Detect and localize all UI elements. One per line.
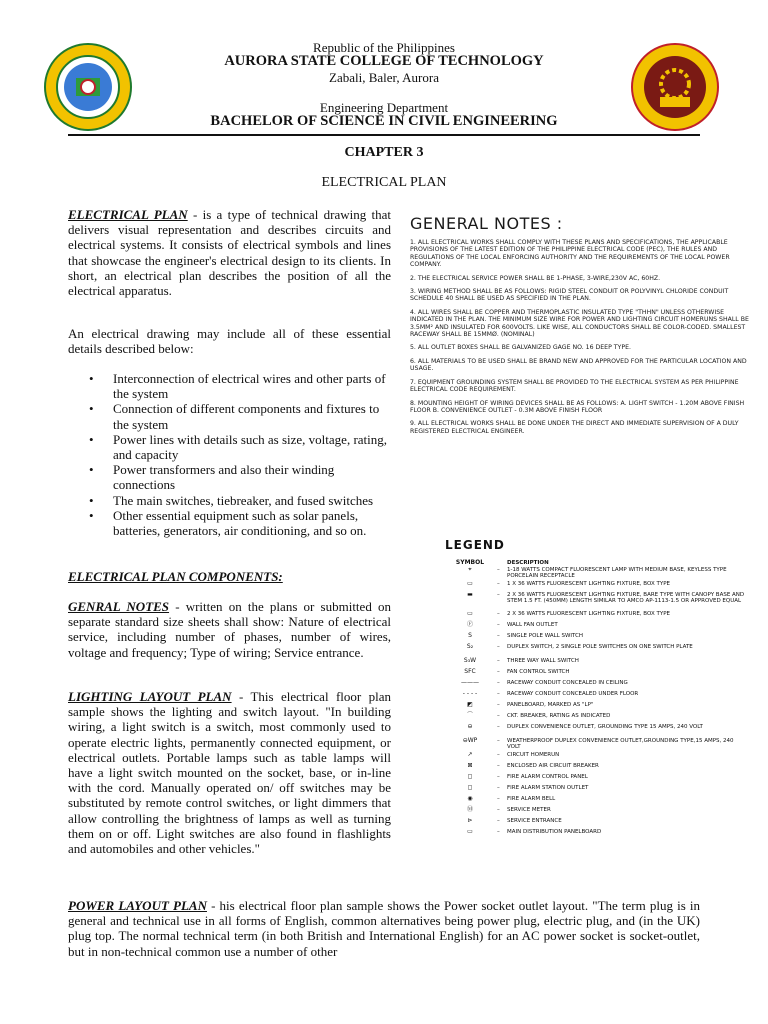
legend-dash: –	[497, 592, 500, 598]
legend-row	[445, 680, 745, 691]
legend-dash: –	[497, 680, 500, 686]
header-rule	[68, 134, 700, 136]
header-address: Zabali, Baler, Aurora	[329, 70, 439, 85]
legend-description: MAIN DISTRIBUTION PANELBOARD	[507, 829, 602, 835]
legend-description: SERVICE METER	[507, 807, 551, 813]
legend-row	[445, 807, 745, 818]
legend-row	[445, 622, 745, 633]
legend-dash: –	[497, 774, 500, 780]
legend-dash: –	[497, 567, 500, 573]
legend-row	[445, 713, 745, 724]
header-program: BACHELOR OF SCIENCE IN CIVIL ENGINEERING	[210, 113, 558, 129]
legend-row	[445, 829, 745, 840]
legend-dash: –	[497, 818, 500, 824]
legend-dash: –	[497, 644, 500, 650]
legend-symbol-icon: ⌒	[466, 712, 473, 719]
legend-dash: –	[497, 691, 500, 697]
legend-description: CIRCUIT HOMERUN	[507, 752, 560, 758]
components-heading: ELECTRICAL PLAN COMPONENTS:	[68, 569, 283, 584]
bullet-item: • Power lines with details such as size, voltage, rating, and capacity	[113, 432, 391, 462]
details-intro: An electrical drawing may include all of these essential details described below:	[68, 326, 391, 357]
legend-row	[445, 763, 745, 774]
bullet-list-container	[68, 371, 391, 538]
legend-dash: –	[497, 829, 500, 835]
legend-panel	[445, 538, 745, 840]
intro-text: - is a type of technical drawing that delivers visual representation and describes circuits and electrical systems. It consists of electrical symbols and lines that showcase the engineer's electrical design to its clients. In short, an electrical plan describes the position of all the electrical apparatus.	[68, 207, 391, 299]
legend-row	[445, 774, 745, 785]
legend-row	[445, 611, 745, 622]
legend-header	[445, 560, 745, 567]
bullet-item: • Other essential equipment such as solar panels, batteries, generators, air conditioning, and so on.	[113, 508, 391, 538]
note-item: 2. THE ELECTRICAL SERVICE POWER SHALL BE 1-PHASE, 3-WIRE,230V AC, 60HZ.	[410, 274, 661, 282]
legend-symbol-icon: Ⓜ	[466, 806, 473, 813]
chapter-heading: CHAPTER 3	[344, 145, 424, 160]
legend-description: 1-18 WATTS COMPACT FLUORESCENT LAMP WITH MEDIUM BASE, KEYLESS TYPE PORCELAIN RECEPTACLE	[507, 567, 727, 580]
general-notes-text: - written on the plans or submitted on separate standard size sheets shall show: Nature of electrical service, including number of phases, number of wires, voltage and frequency; Type of wiring; Service entrance.	[68, 599, 391, 660]
legend-symbol-icon: S₂	[466, 643, 474, 650]
legend-row	[445, 658, 745, 669]
legend-symbol-icon: ▭	[467, 580, 473, 587]
legend-row	[445, 702, 745, 713]
legend-description: SINGLE POLE WALL SWITCH	[507, 633, 584, 639]
legend-description: FIRE ALARM BELL	[507, 796, 556, 802]
bullet-list	[68, 371, 391, 538]
legend-row	[445, 724, 745, 738]
legend-symbol-icon: ◉	[467, 795, 473, 802]
legend-description: DUPLEX SWITCH, 2 SINGLE POLE SWITCHES ON ONE SWITCH PLATE	[507, 644, 693, 650]
legend-dash: –	[497, 807, 500, 813]
legend-row	[445, 691, 745, 702]
header-department: Engineering Department	[319, 100, 449, 115]
lighting-paragraph	[68, 689, 391, 856]
bullet-item: • Power transformers and also their winding connections	[113, 462, 391, 492]
chapter-title: ELECTRICAL PLAN	[321, 175, 447, 190]
header-republic: Republic of the Philippines	[313, 40, 455, 55]
header-college: AURORA STATE COLLEGE OF TECHNOLOGY	[224, 53, 544, 69]
intro-paragraph	[68, 207, 391, 298]
legend-description: 1 X 36 WATTS FLUORESCENT LIGHTING FIXTURE, BOX TYPE	[507, 581, 670, 587]
legend-description: RACEWAY CONDUIT CONCEALED UNDER FLOOR	[507, 691, 639, 697]
legend-row	[445, 567, 745, 581]
legend-row	[445, 796, 745, 807]
legend-dash: –	[497, 702, 500, 708]
general-notes-panel	[410, 214, 755, 435]
legend-symbol-icon: SFC	[464, 668, 476, 675]
intro-term: ELECTRICAL PLAN	[68, 207, 188, 222]
legend-row	[445, 633, 745, 644]
legend-symbol-icon: Ⓕ	[466, 621, 473, 628]
legend-row	[445, 752, 745, 763]
power-text: - his electrical floor plan sample shows the Power socket outlet layout. "The term plug is in general and technical use in all forms of English, common alternatives being power plug, electric plug, and (in the UK) plug top. The normal technical term (in both British and International English) for an AC power socket is socket-outlet, but in non-technical common use a number of other	[68, 898, 700, 959]
legend-symbol-icon: S	[468, 632, 472, 639]
legend-dash: –	[497, 581, 500, 587]
note-item: 6. ALL MATERIALS TO BE USED SHALL BE BRAND NEW AND APPROVED FOR THE PARTICULAR LOCATION AND USAGE.	[410, 357, 747, 373]
note-item: 8. MOUNTING HEIGHT OF WIRING DEVICES SHALL BE AS FOLLOWS: A. LIGHT SWITCH - 1.20M ABOVE FINISH FLOOR B. CONVENIENCE OUTLET - 0.3M ABOVE FINISH FLOOR	[410, 399, 745, 414]
legend-description: DUPLEX CONVENIENCE OUTLET, GROUNDING TYPE 15 AMPS, 240 VOLT	[507, 724, 703, 730]
legend-symbol-icon: ⊳	[467, 817, 473, 824]
note-item: 9. ALL ELECTRICAL WORKS SHALL BE DONE UNDER THE DIRECT AND IMMEDIATE SUPERVISION OF A DULY REGISTERED ELECTRICAL ENGINEER.	[410, 420, 739, 435]
legend-description: FIRE ALARM STATION OUTLET	[507, 785, 589, 791]
general-notes-paragraph	[68, 599, 391, 660]
legend-dash: –	[497, 785, 500, 791]
legend-description: THREE WAY WALL SWITCH	[507, 658, 579, 664]
legend-symbol-icon: ◻	[467, 784, 473, 791]
legend-symbol-icon: ↗	[467, 751, 473, 758]
legend-row	[445, 644, 745, 658]
legend-symbol-icon: ⊖WP	[462, 737, 478, 744]
legend-title: LEGEND	[445, 538, 505, 552]
legend-description: WEATHERPROOF DUPLEX CONVENIENCE OUTLET,GROUNDING TYPE,15 AMPS, 240 VOLT	[507, 738, 734, 751]
power-term: POWER LAYOUT PLAN	[68, 898, 207, 913]
legend-symbol-icon: ———	[461, 679, 479, 686]
legend-description: ENCLOSED AIR CIRCUIT BREAKER	[507, 763, 599, 769]
lighting-text: - This electrical floor plan sample shows the lighting and switch layout. "In building wiring, a light switch is a switch, most commonly used to operate electric lights, permanently connected equipment, or electrical outlets. Portable lamps such as table lamps will have a light switch mounted on the socket, base, or in-line with the cord. Manually operated on/ off switches may be substituted by remote control switches, or light dimmers that allow controlling the brightness of lamps as well as turning them on or off. Light switches are also found in flashlights and automobiles and other vehicles."	[68, 689, 391, 857]
legend-dash: –	[497, 752, 500, 758]
legend-dash: –	[497, 622, 500, 628]
legend-symbol-icon: ◩	[467, 701, 473, 708]
legend-description: CKT. BREAKER, RATING AS INDICATED	[507, 713, 611, 719]
note-item: 5. ALL OUTLET BOXES SHALL BE GALVANIZED GAGE NO. 16 DEEP TYPE.	[410, 344, 631, 352]
legend-symbol-icon: ◻	[467, 773, 473, 780]
legend-symbol-icon: ▭	[467, 610, 473, 617]
bullet-item: • The main switches, tiebreaker, and fused switches	[113, 493, 391, 508]
legend-dash: –	[497, 633, 500, 639]
legend-dash: –	[497, 738, 500, 744]
legend-description: FIRE ALARM CONTROL PANEL	[507, 774, 588, 780]
legend-dash: –	[497, 611, 500, 617]
power-paragraph	[68, 885, 700, 972]
legend-rows	[445, 567, 745, 840]
legend-symbol-icon: ▬	[467, 591, 473, 598]
legend-description: 2 X 36 WATTS FLUORESCENT LIGHTING FIXTURE, BOX TYPE	[507, 611, 670, 617]
legend-row	[445, 818, 745, 829]
legend-row	[445, 669, 745, 680]
note-item: 3. WIRING METHOD SHALL BE AS FOLLOWS: RIGID STEEL CONDUIT OR POLYVINYL CHLORIDE CONDUIT SCHEDULE 40 SHALL BE USED AS SPECIFIED IN THE PLAN.	[410, 288, 729, 303]
legend-dash: –	[497, 796, 500, 802]
legend-description-header: DESCRIPTION	[507, 560, 549, 566]
legend-row	[445, 738, 745, 752]
bullet-item: • Interconnection of electrical wires and other parts of the system	[113, 371, 391, 401]
legend-description: RACEWAY CONDUIT CONCEALED IN CEILING	[507, 680, 628, 686]
legend-row	[445, 592, 745, 611]
note-item: 1. ALL ELECTRICAL WORKS SHALL COMPLY WITH THESE PLANS AND SPECIFICATIONS, THE APPLICABLE PROVISIONS OF THE LATEST EDITION OF THE PHILIPPINE ELECTRICAL CODE (PEC), THE RULES AND REGULATIONS OF THE LOCAL ENFORCING AUTHORITY AND THE REQUIREMENTS OF THE LOCAL POWER COMPANY.	[410, 239, 730, 269]
legend-dash: –	[497, 658, 500, 664]
general-notes-term: GENRAL NOTES	[68, 599, 170, 614]
legend-description: PANELBOARD, MARKED AS "LP"	[507, 702, 594, 708]
legend-symbol-icon: ⊖	[467, 723, 473, 730]
legend-dash: –	[497, 713, 500, 719]
legend-symbol-icon: S₃W	[463, 657, 477, 664]
legend-symbol-icon: ⌖	[468, 566, 472, 573]
legend-dash: –	[497, 669, 500, 675]
note-item: 4. ALL WIRES SHALL BE COPPER AND THERMOPLASTIC INSULATED TYPE "THHN" UNLESS OTHERWISE INDICATED IN THE PLAN. THE MINIMUM SIZE WIRE FOR POWER AND LIGHTING CIRCUIT HOMERUNS SHALL BE 3.5MM² AND INSULATED FOR 600VOLTS. LIKE WISE, ALL CONDUCTORS SHALL BE COLOR-CODED. SMALLEST RACEWAY SHALL BE 15MMØ. (NOMINAL)	[410, 308, 749, 339]
bullet-item: • Connection of different components and fixtures to the system	[113, 401, 391, 431]
legend-symbol-icon: ▭	[467, 828, 473, 835]
legend-dash: –	[497, 763, 500, 769]
legend-symbol-header: SYMBOL	[455, 559, 485, 566]
legend-description: 2 X 36 WATTS FLUORESCENT LIGHTING FIXTURE, BARE TYPE WITH CANOPY BASE AND STEM 1.5 FT. (450MM) LENGTH SIMILAR TO AMCO AP-1113-1.5 OR APPROVED EQUAL	[507, 592, 745, 605]
note-item: 7. EQUIPMENT GROUNDING SYSTEM SHALL BE PROVIDED TO THE ELECTRICAL SYSTEM AS PER PHILIPPINE ELECTRICAL CODE REQUIREMENT.	[410, 378, 739, 394]
legend-description: FAN CONTROL SWITCH	[507, 669, 570, 675]
legend-row	[445, 581, 745, 592]
legend-description: WALL FAN OUTLET	[507, 622, 558, 628]
legend-row	[445, 785, 745, 796]
legend-description: SERVICE ENTRANCE	[507, 818, 562, 824]
legend-symbol-icon: - - - -	[462, 690, 478, 697]
lighting-term: LIGHTING LAYOUT PLAN	[68, 689, 232, 704]
legend-symbol-icon: ⊠	[467, 762, 473, 769]
general-notes-title: GENERAL NOTES :	[410, 214, 563, 233]
legend-dash: –	[497, 724, 500, 730]
